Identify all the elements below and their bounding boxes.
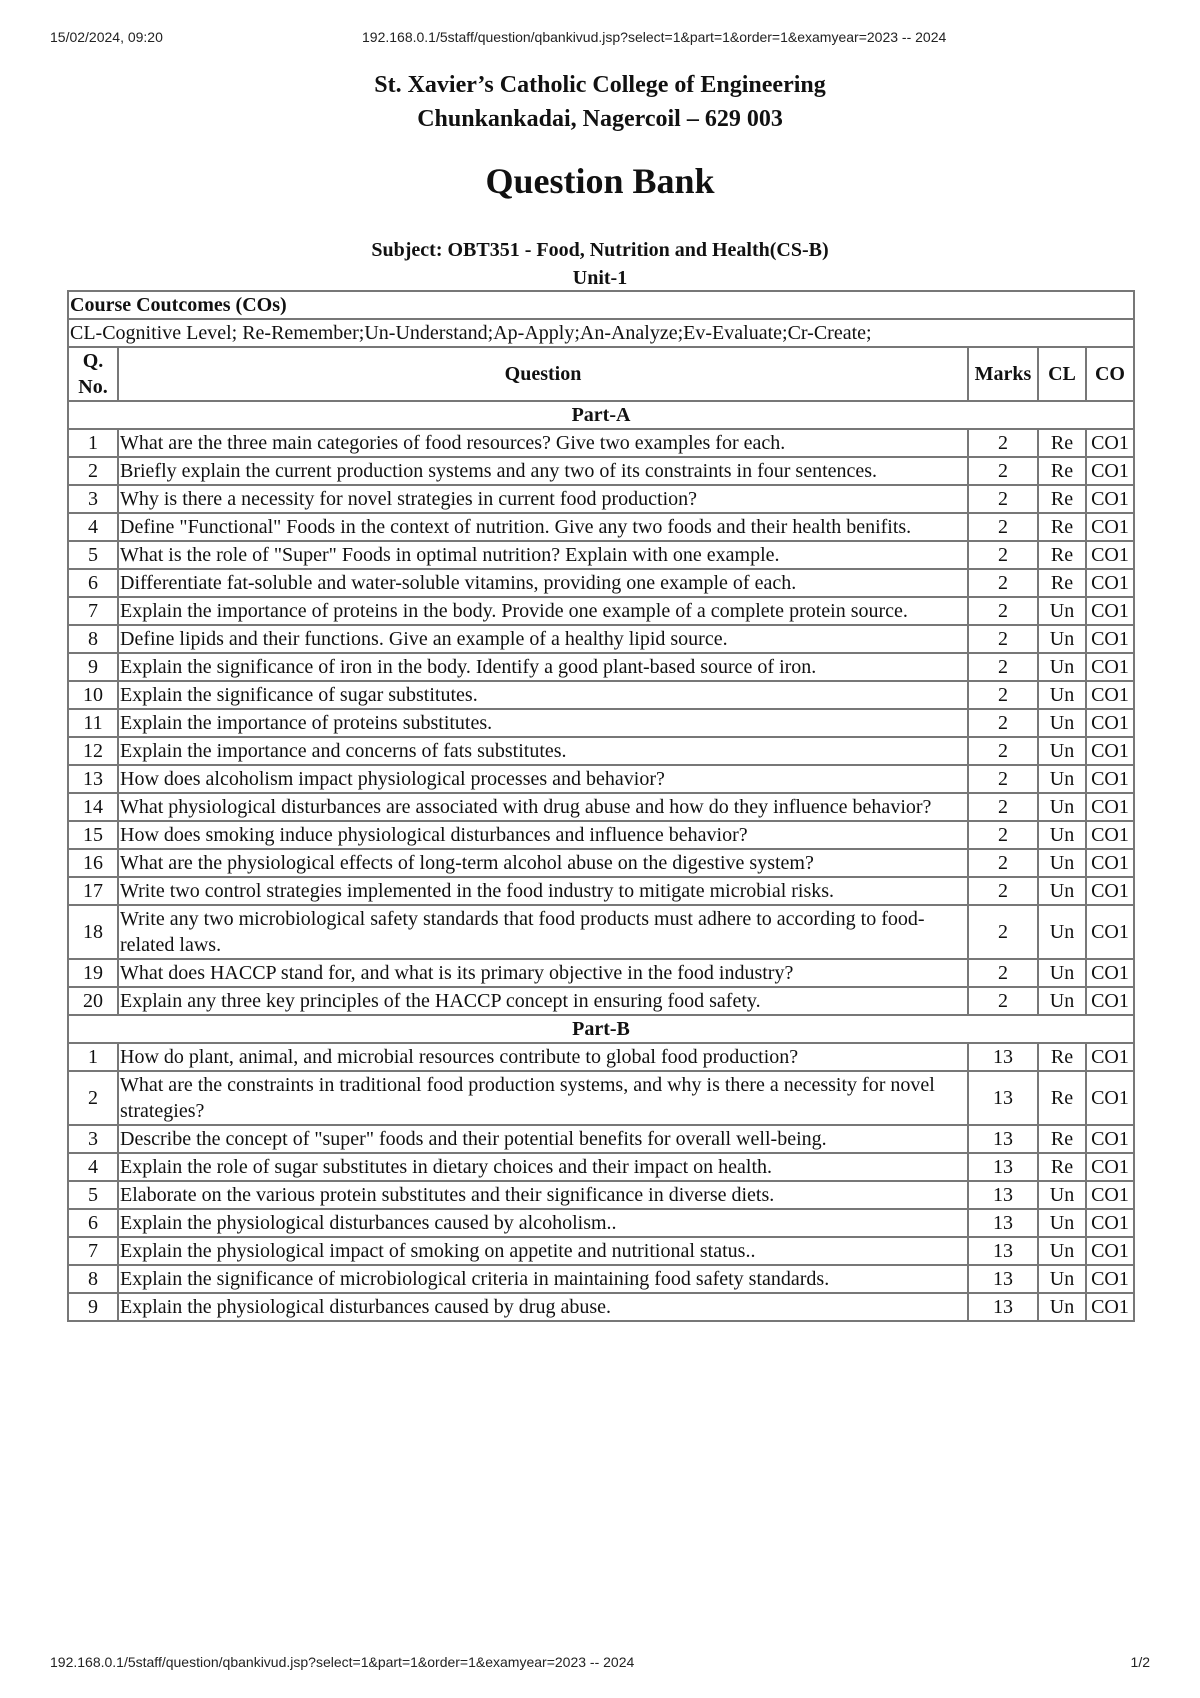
question-marks: 2: [968, 849, 1038, 877]
question-course-outcome: CO1: [1086, 1153, 1134, 1181]
question-text: What are the constraints in traditional food production systems, and why is there a necessity for novel strategies?: [118, 1071, 968, 1125]
question-text: Explain any three key principles of the HACCP concept in ensuring food safety.: [118, 987, 968, 1015]
table-row: [68, 821, 1134, 849]
question-text: Describe the concept of "super" foods and their potential benefits for overall well-being.: [118, 1125, 968, 1153]
print-datetime: 15/02/2024, 09:20: [50, 29, 163, 45]
question-marks: 13: [968, 1293, 1038, 1321]
question-number: 8: [68, 625, 118, 653]
table-row: [68, 765, 1134, 793]
question-marks: 2: [968, 653, 1038, 681]
question-cognitive-level: Un: [1038, 1237, 1086, 1265]
question-number: 17: [68, 877, 118, 905]
question-marks: 2: [968, 737, 1038, 765]
question-text: What physiological disturbances are associated with drug abuse and how do they influence behavior?: [118, 793, 968, 821]
print-url: 192.168.0.1/5staff/question/qbankivud.jsp?select=1&part=1&order=1&examyear=2023 -- 2024: [362, 29, 947, 45]
table-row: [68, 959, 1134, 987]
question-number: 3: [68, 485, 118, 513]
question-number: 12: [68, 737, 118, 765]
question-text: Why is there a necessity for novel strategies in current food production?: [118, 485, 968, 513]
question-text: Explain the importance of proteins in the body. Provide one example of a complete protein source.: [118, 597, 968, 625]
question-marks: 13: [968, 1265, 1038, 1293]
question-cognitive-level: Un: [1038, 1293, 1086, 1321]
question-course-outcome: CO1: [1086, 877, 1134, 905]
table-row: [68, 1293, 1134, 1321]
question-number: 9: [68, 1293, 118, 1321]
question-cognitive-level: Un: [1038, 1265, 1086, 1293]
question-marks: 2: [968, 709, 1038, 737]
question-cognitive-level: Un: [1038, 793, 1086, 821]
question-marks: 13: [968, 1181, 1038, 1209]
table-row: [68, 793, 1134, 821]
cognitive-legend: CL-Cognitive Level; Re-Remember;Un-Understand;Ap-Apply;An-Analyze;Ev-Evaluate;Cr-Create;: [68, 319, 1134, 347]
question-number: 20: [68, 987, 118, 1015]
table-row: [68, 569, 1134, 597]
question-cognitive-level: Re: [1038, 1125, 1086, 1153]
question-text: Explain the physiological disturbances caused by drug abuse.: [118, 1293, 968, 1321]
table-row: [68, 1125, 1134, 1153]
question-number: 13: [68, 765, 118, 793]
question-course-outcome: CO1: [1086, 1125, 1134, 1153]
question-cognitive-level: Un: [1038, 1181, 1086, 1209]
subject-line: Subject: OBT351 - Food, Nutrition and Health(CS-B): [371, 239, 829, 261]
question-marks: 2: [968, 569, 1038, 597]
question-number: 2: [68, 1071, 118, 1125]
question-number: 8: [68, 1265, 118, 1293]
question-marks: 2: [968, 821, 1038, 849]
question-cognitive-level: Un: [1038, 821, 1086, 849]
table-row: [68, 513, 1134, 541]
question-cognitive-level: Un: [1038, 765, 1086, 793]
question-cognitive-level: Re: [1038, 1043, 1086, 1071]
question-course-outcome: CO1: [1086, 513, 1134, 541]
question-cognitive-level: Re: [1038, 513, 1086, 541]
question-table: [67, 290, 1135, 1322]
question-text: Explain the significance of iron in the body. Identify a good plant-based source of iron.: [118, 653, 968, 681]
table-row: [68, 877, 1134, 905]
question-number: 3: [68, 1125, 118, 1153]
table-row: [68, 1265, 1134, 1293]
table-row: [68, 709, 1134, 737]
question-number: 2: [68, 457, 118, 485]
question-number: 4: [68, 1153, 118, 1181]
question-text: Explain the importance and concerns of fats substitutes.: [118, 737, 968, 765]
header-row: [68, 347, 1134, 401]
question-text: Explain the significance of microbiological criteria in maintaining food safety standards.: [118, 1265, 968, 1293]
table-row: [68, 429, 1134, 457]
question-text: Write any two microbiological safety standards that food products must adhere to according to food-related laws.: [118, 905, 968, 959]
question-text: Explain the physiological disturbances caused by alcoholism..: [118, 1209, 968, 1237]
question-number: 7: [68, 1237, 118, 1265]
question-number: 15: [68, 821, 118, 849]
table-row: [68, 737, 1134, 765]
question-number: 10: [68, 681, 118, 709]
question-course-outcome: CO1: [1086, 737, 1134, 765]
college-address: Chunkankadai, Nagercoil – 629 003: [417, 106, 783, 132]
question-number: 6: [68, 569, 118, 597]
question-marks: 2: [968, 987, 1038, 1015]
question-number: 18: [68, 905, 118, 959]
question-course-outcome: CO1: [1086, 849, 1134, 877]
question-marks: 2: [968, 485, 1038, 513]
page-title: Question Bank: [485, 161, 715, 201]
question-cognitive-level: Un: [1038, 709, 1086, 737]
question-marks: 2: [968, 457, 1038, 485]
question-marks: 2: [968, 877, 1038, 905]
question-number: 4: [68, 513, 118, 541]
question-marks: 13: [968, 1153, 1038, 1181]
table-row: [68, 1181, 1134, 1209]
table-row: [68, 1153, 1134, 1181]
question-marks: 2: [968, 625, 1038, 653]
table-row: [68, 1043, 1134, 1071]
question-cognitive-level: Un: [1038, 877, 1086, 905]
header-question: Question: [118, 347, 968, 401]
question-cognitive-level: Re: [1038, 1153, 1086, 1181]
college-heading: [0, 68, 1200, 136]
question-text: What are the physiological effects of long-term alcohol abuse on the digestive system?: [118, 849, 968, 877]
question-course-outcome: CO1: [1086, 485, 1134, 513]
question-course-outcome: CO1: [1086, 987, 1134, 1015]
table-row: [68, 541, 1134, 569]
question-cognitive-level: Un: [1038, 987, 1086, 1015]
question-course-outcome: CO1: [1086, 569, 1134, 597]
question-course-outcome: CO1: [1086, 765, 1134, 793]
table-row: [68, 457, 1134, 485]
question-cognitive-level: Un: [1038, 681, 1086, 709]
question-course-outcome: CO1: [1086, 1237, 1134, 1265]
question-course-outcome: CO1: [1086, 959, 1134, 987]
table-row: [68, 681, 1134, 709]
question-number: 5: [68, 1181, 118, 1209]
question-number: 6: [68, 1209, 118, 1237]
question-course-outcome: CO1: [1086, 821, 1134, 849]
course-outcomes-label: Course Coutcomes (COs): [68, 291, 1134, 319]
table-row: [68, 597, 1134, 625]
question-number: 19: [68, 959, 118, 987]
question-text: How does smoking induce physiological disturbances and influence behavior?: [118, 821, 968, 849]
part-header-row: [68, 401, 1134, 429]
question-cognitive-level: Re: [1038, 1071, 1086, 1125]
question-marks: 13: [968, 1209, 1038, 1237]
part-label: Part-B: [68, 1015, 1134, 1043]
question-text: Define "Functional" Foods in the context of nutrition. Give any two foods and their health benifits.: [118, 513, 968, 541]
question-marks: 2: [968, 765, 1038, 793]
question-text: What are the three main categories of food resources? Give two examples for each.: [118, 429, 968, 457]
table-row: [68, 653, 1134, 681]
question-text: What does HACCP stand for, and what is its primary objective in the food industry?: [118, 959, 968, 987]
question-text: How do plant, animal, and microbial resources contribute to global food production?: [118, 1043, 968, 1071]
cognitive-legend-row: [68, 319, 1134, 347]
header-marks: Marks: [968, 347, 1038, 401]
subject-block: [0, 236, 1200, 292]
part-label: Part-A: [68, 401, 1134, 429]
question-course-outcome: CO1: [1086, 1293, 1134, 1321]
question-text: Explain the significance of sugar substitutes.: [118, 681, 968, 709]
table-row: [68, 1209, 1134, 1237]
question-marks: 2: [968, 681, 1038, 709]
question-number: 7: [68, 597, 118, 625]
question-number: 16: [68, 849, 118, 877]
question-course-outcome: CO1: [1086, 541, 1134, 569]
question-cognitive-level: Re: [1038, 569, 1086, 597]
college-name: St. Xavier’s Catholic College of Engineering: [374, 72, 826, 98]
question-cognitive-level: Re: [1038, 541, 1086, 569]
question-text: Explain the physiological impact of smoking on appetite and nutritional status..: [118, 1237, 968, 1265]
question-text: What is the role of "Super" Foods in optimal nutrition? Explain with one example.: [118, 541, 968, 569]
question-course-outcome: CO1: [1086, 681, 1134, 709]
question-marks: 2: [968, 597, 1038, 625]
unit-line: Unit-1: [572, 267, 628, 289]
table-row: [68, 1071, 1134, 1125]
question-cognitive-level: Re: [1038, 429, 1086, 457]
question-course-outcome: CO1: [1086, 1209, 1134, 1237]
part-header-row: [68, 1015, 1134, 1043]
question-text: How does alcoholism impact physiological processes and behavior?: [118, 765, 968, 793]
question-course-outcome: CO1: [1086, 1181, 1134, 1209]
table-row: [68, 1237, 1134, 1265]
question-course-outcome: CO1: [1086, 625, 1134, 653]
question-marks: 2: [968, 541, 1038, 569]
question-marks: 13: [968, 1237, 1038, 1265]
table-row: [68, 987, 1134, 1015]
header-co: CO: [1086, 347, 1134, 401]
question-course-outcome: CO1: [1086, 1043, 1134, 1071]
question-cognitive-level: Re: [1038, 485, 1086, 513]
question-course-outcome: CO1: [1086, 1265, 1134, 1293]
course-outcomes-row: [68, 291, 1134, 319]
table-row: [68, 849, 1134, 877]
question-marks: 13: [968, 1071, 1038, 1125]
question-marks: 13: [968, 1043, 1038, 1071]
question-number: 1: [68, 1043, 118, 1071]
question-course-outcome: CO1: [1086, 905, 1134, 959]
question-marks: 13: [968, 1125, 1038, 1153]
question-cognitive-level: Un: [1038, 1209, 1086, 1237]
question-number: 1: [68, 429, 118, 457]
question-course-outcome: CO1: [1086, 653, 1134, 681]
question-marks: 2: [968, 513, 1038, 541]
table-row: [68, 905, 1134, 959]
question-cognitive-level: Un: [1038, 625, 1086, 653]
question-course-outcome: CO1: [1086, 793, 1134, 821]
question-number: 11: [68, 709, 118, 737]
table-row: [68, 625, 1134, 653]
question-course-outcome: CO1: [1086, 709, 1134, 737]
question-course-outcome: CO1: [1086, 429, 1134, 457]
question-text: Write two control strategies implemented in the food industry to mitigate microbial risks.: [118, 877, 968, 905]
question-course-outcome: CO1: [1086, 597, 1134, 625]
header-qno: Q. No.: [68, 347, 118, 401]
question-cognitive-level: Un: [1038, 737, 1086, 765]
question-number: 9: [68, 653, 118, 681]
question-course-outcome: CO1: [1086, 1071, 1134, 1125]
footer-page-number: 1/2: [1130, 1654, 1150, 1670]
question-text: Explain the role of sugar substitutes in dietary choices and their impact on health.: [118, 1153, 968, 1181]
footer-url: 192.168.0.1/5staff/question/qbankivud.jsp?select=1&part=1&order=1&examyear=2023 -- 2024: [50, 1654, 635, 1670]
question-text: Define lipids and their functions. Give an example of a healthy lipid source.: [118, 625, 968, 653]
question-cognitive-level: Un: [1038, 597, 1086, 625]
question-marks: 2: [968, 429, 1038, 457]
header-cl: CL: [1038, 347, 1086, 401]
question-text: Explain the importance of proteins substitutes.: [118, 709, 968, 737]
question-cognitive-level: Un: [1038, 849, 1086, 877]
question-cognitive-level: Re: [1038, 457, 1086, 485]
question-text: Elaborate on the various protein substitutes and their significance in diverse diets.: [118, 1181, 968, 1209]
question-marks: 2: [968, 905, 1038, 959]
question-cognitive-level: Un: [1038, 653, 1086, 681]
question-text: Differentiate fat-soluble and water-soluble vitamins, providing one example of each.: [118, 569, 968, 597]
question-marks: 2: [968, 793, 1038, 821]
question-marks: 2: [968, 959, 1038, 987]
question-course-outcome: CO1: [1086, 457, 1134, 485]
question-number: 5: [68, 541, 118, 569]
question-cognitive-level: Un: [1038, 959, 1086, 987]
question-number: 14: [68, 793, 118, 821]
question-text: Briefly explain the current production systems and any two of its constraints in four sentences.: [118, 457, 968, 485]
question-cognitive-level: Un: [1038, 905, 1086, 959]
table-row: [68, 485, 1134, 513]
